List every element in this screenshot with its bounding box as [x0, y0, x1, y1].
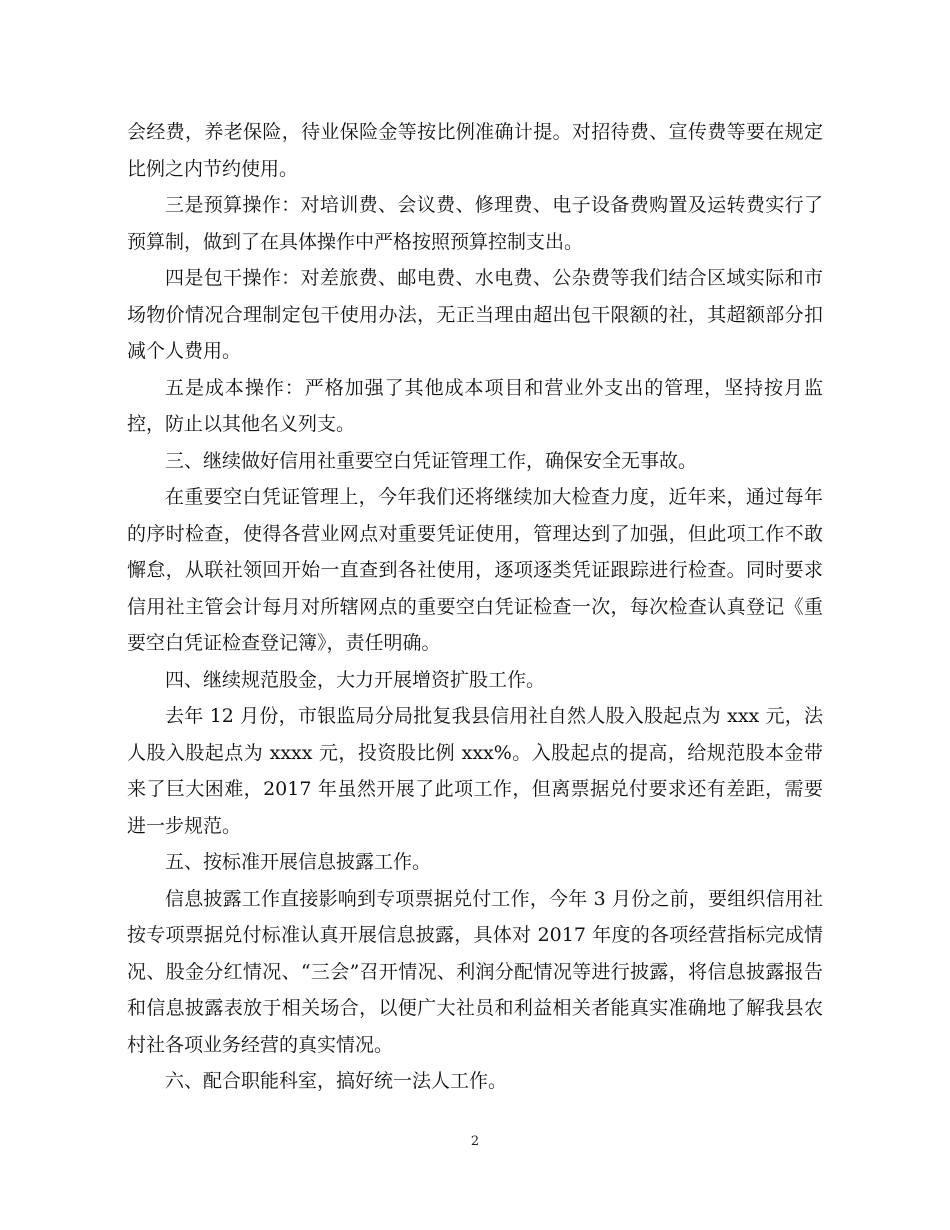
paragraph-2: 三是预算操作：对培训费、会议费、修理费、电子设备费购置及运转费实行了预算制，做到了在具体操作中严格按照预算控制支出。	[127, 194, 823, 253]
paragraph-8: 去年 12 月份，市银监局分局批复我县信用社自然人股入股起点为 xxx 元，法人股入股起点为 xxxx 元，投资股比例 xxx%。入股起点的提高，给规范股本金带来了巨大困难，2017 年虽然开展了此项工作，但离票据兑付要求还有差距，需要进一步规范。	[127, 705, 823, 837]
section-heading-6: 六、配合职能科室，搞好统一法人工作。	[165, 1070, 508, 1092]
section-heading-5: 五、按标准开展信息披露工作。	[165, 851, 432, 873]
paragraph-1: 会经费，养老保险，待业保险金等按比例准确计提。对招待费、宣传费等要在规定比例之内节约使用。	[127, 121, 823, 180]
paragraph-3: 四是包干操作：对差旅费、邮电费、水电费、公杂费等我们结合区域实际和市场物价情况合理制定包干使用办法，无正当理由超出包干限额的社，其超额部分扣减个人费用。	[127, 267, 823, 362]
section-heading-3: 三、继续做好信用社重要空白凭证管理工作，确保安全无事故。	[165, 449, 698, 472]
document-body	[127, 114, 823, 1100]
paragraph-6: 在重要空白凭证管理上，今年我们还将继续加大检查力度，近年来，通过每年的序时检查，使得各营业网点对重要凭证使用，管理达到了加强，但此项工作不敢懈怠，从联社领回开始一直查到各社使用，逐项逐类凭证跟踪进行检查。同时要求信用社主管会计每月对所辖网点的重要空白凭证检查一次，每次检查认真登记《重要空白凭证检查登记簿》，责任明确。	[127, 486, 823, 654]
paragraph-4: 五是成本操作：严格加强了其他成本项目和营业外支出的管理，坚持按月监控，防止以其他名义列支。	[127, 376, 823, 435]
paragraph-10: 信息披露工作直接影响到专项票据兑付工作，今年 3 月份之前，要组织信用社按专项票据兑付标准认真开展信息披露，具体对 2017 年度的各项经营指标完成情况、股金分红情况、“三会”召开情况、利润分配情况等进行披露，将信息披露报告和信息披露表放于相关场合，以便广大社员和利益相关者能真实准确地了解我县农村社各项业务经营的真实情况。	[127, 887, 823, 1056]
page-number: 2	[470, 1134, 480, 1149]
section-heading-4: 四、继续规范股金，大力开展增资扩股工作。	[165, 668, 546, 691]
